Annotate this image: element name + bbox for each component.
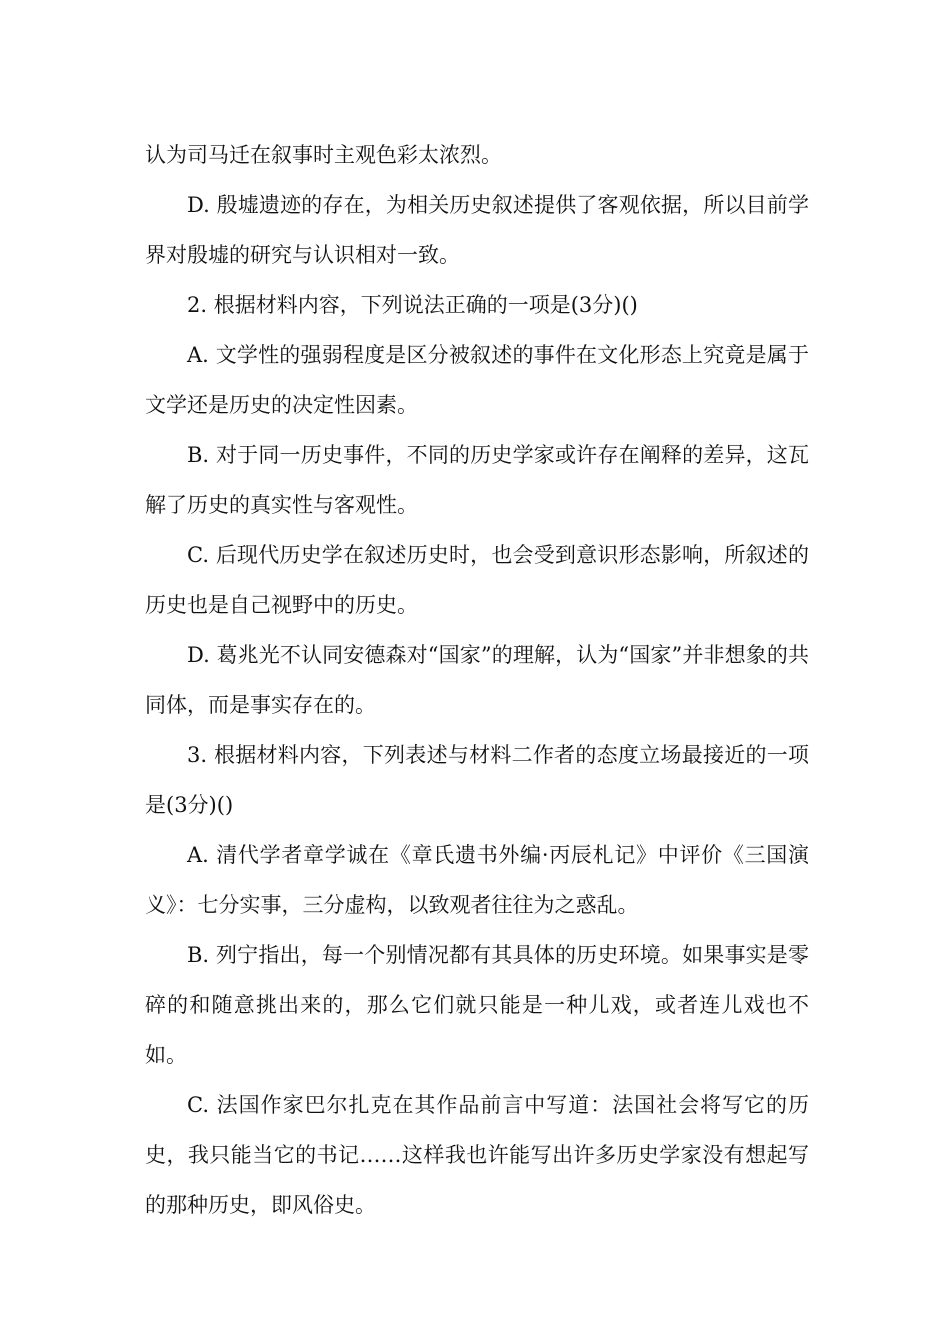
option-d-q2: D. 葛兆光不认同安德森对“国家”的理解，认为“国家”并非想象的共同体，而是事实存在的。 xyxy=(145,643,809,717)
option-a-q2: A. 文学性的强弱程度是区分被叙述的事件在文化形态上究竟是属于文学还是历史的决定性因素。 xyxy=(145,343,809,417)
paragraph-continuation: 认为司马迁在叙事时主观色彩太浓烈。 xyxy=(145,143,502,167)
option-c-q3: C. 法国作家巴尔扎克在其作品前言中写道：法国社会将写它的历史，我只能当它的书记……这样我也许能写出许多历史学家没有想起写的那种历史，即风俗史。 xyxy=(145,1093,809,1217)
option-b-q2: B. 对于同一历史事件，不同的历史学家或许存在阐释的差异，这瓦解了历史的真实性与客观性。 xyxy=(145,443,809,517)
option-c-q2: C. 后现代历史学在叙述历史时，也会受到意识形态影响，所叙述的历史也是自己视野中的历史。 xyxy=(145,543,809,617)
question-2: 2. 根据材料内容，下列说法正确的一项是(3分)() xyxy=(187,293,638,317)
option-d-q1: D. 殷墟遗迹的存在，为相关历史叙述提供了客观依据，所以目前学界对殷墟的研究与认识相对一致。 xyxy=(145,193,809,267)
option-a-q3: A. 清代学者章学诚在《章氏遗书外编·丙辰札记》中评价《三国演义》：七分实事，三分虚构，以致观者往往为之惑乱。 xyxy=(145,843,809,917)
document-body xyxy=(145,130,809,1230)
question-3: 3. 根据材料内容，下列表述与材料二作者的态度立场最接近的一项是(3分)() xyxy=(145,743,809,817)
option-b-q3: B. 列宁指出，每一个别情况都有其具体的历史环境。如果事实是零碎的和随意挑出来的，那么它们就只能是一种儿戏，或者连儿戏也不如。 xyxy=(145,943,809,1067)
